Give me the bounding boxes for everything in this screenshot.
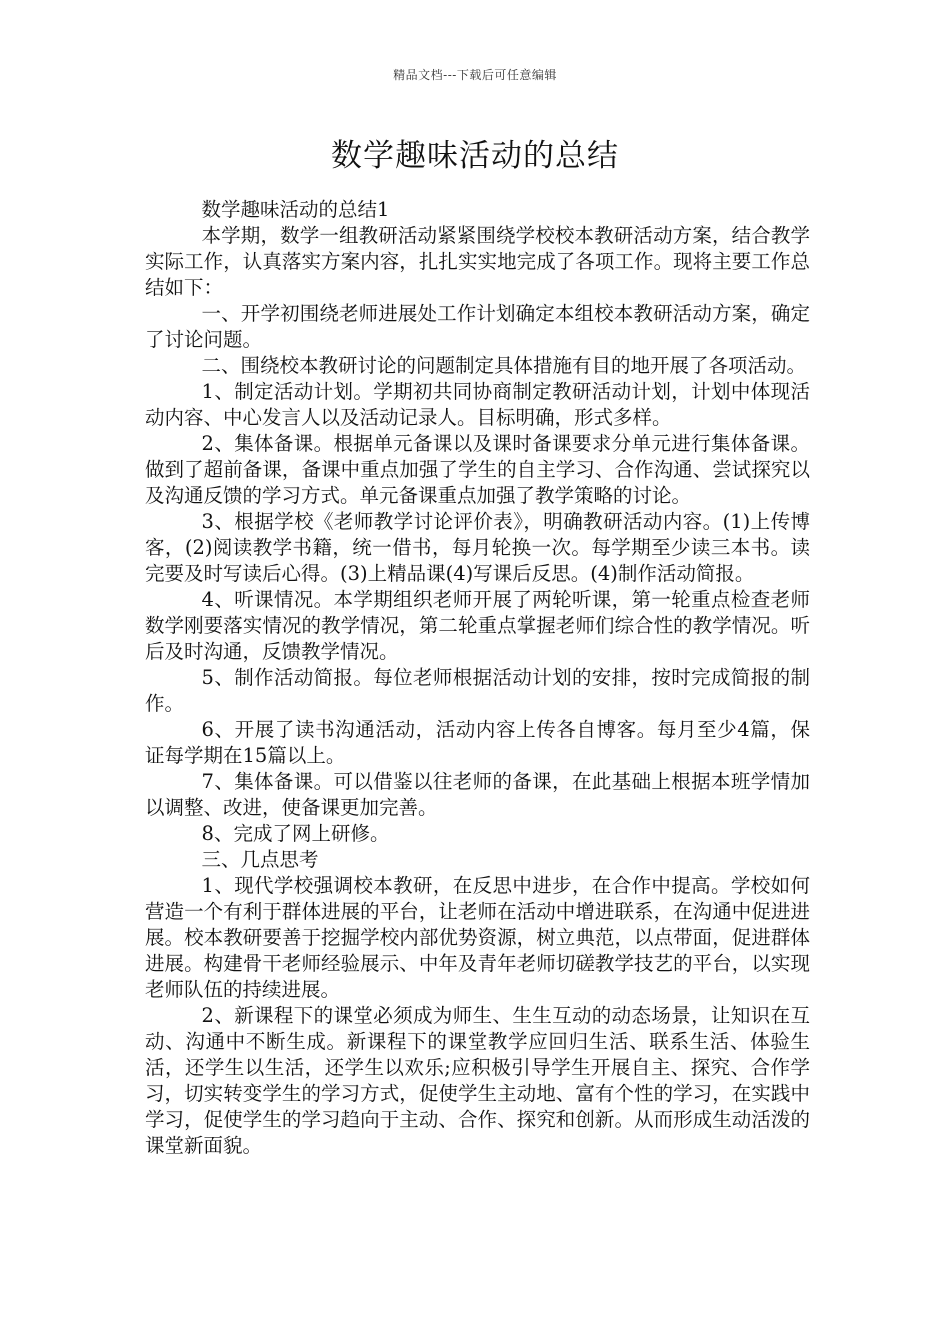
header-note: 精品文档---下载后可任意编辑: [393, 68, 557, 82]
body-paragraph: 7、集体备课。可以借鉴以往老师的备课，在此基础上根据本班学情加以调整、改进，使备课更加完善。: [145, 770, 810, 819]
body-paragraph: 1、现代学校强调校本教研，在反思中进步，在合作中提高。学校如何营造一个有利于群体进展的平台，让老师在活动中增进联系，在沟通中促进进展。校本教研要善于挖掘学校内部优势资源，树立典范，以点带面，促进群体进展。构建骨干老师经验展示、中年及青年老师切磋教学技艺的平台，以实现老师队伍的持续进展。: [145, 874, 810, 1001]
document-title: 数学趣味活动的总结: [331, 138, 619, 174]
subtitle-paragraph: 数学趣味活动的总结1: [201, 198, 390, 221]
body-paragraph: 一、开学初围绕老师进展处工作计划确定本组校本教研活动方案，确定了讨论问题。: [145, 302, 810, 351]
body-paragraph: 1、制定活动计划。学期初共同协商制定教研活动计划，计划中体现活动内容、中心发言人以及活动记录人。目标明确，形式多样。: [145, 380, 810, 429]
section-heading: 三、几点思考: [201, 848, 319, 871]
body-paragraph: 2、集体备课。根据单元备课以及课时备课要求分单元进行集体备课。做到了超前备课，备课中重点加强了学生的自主学习、合作沟通、尝试探究以及沟通反馈的学习方式。单元备课重点加强了教学策略的讨论。: [145, 432, 810, 507]
body-paragraph: 二、围绕校本教研讨论的问题制定具体措施有目的地开展了各项活动。: [201, 354, 807, 377]
body-paragraph: 4、听课情况。本学期组织老师开展了两轮听课，第一轮重点检查老师数学刚要落实情况的教学情况，第二轮重点掌握老师们综合性的教学情况。听后及时沟通，反馈教学情况。: [145, 588, 810, 663]
body-paragraph: 5、制作活动简报。每位老师根据活动计划的安排，按时完成简报的制作。: [145, 666, 810, 715]
document-body: [145, 197, 810, 1159]
body-paragraph: 2、新课程下的课堂必须成为师生、生生互动的动态场景，让知识在互动、沟通中不断生成。新课程下的课堂教学应回归生活、联系生活、体验生活，还学生以生活，还学生以欢乐;应积极引导学生开展自主、探究、合作学习，切实转变学生的学习方式，促使学生主动地、富有个性的学习，在实践中学习，促使学生的学习趋向于主动、合作、探究和创新。从而形成生动活泼的课堂新面貌。: [145, 1004, 810, 1157]
body-paragraph: 6、开展了读书沟通活动，活动内容上传各自博客。每月至少4篇，保证每学期在15篇以上。: [145, 718, 810, 767]
body-paragraph: 3、根据学校《老师教学讨论评价表》，明确教研活动内容。(1)上传博客，(2)阅读教学书籍，统一借书，每月轮换一次。每学期至少读三本书。读完要及时写读后心得。(3)上精品课(4)写课后反思。(4)制作活动简报。: [145, 510, 810, 585]
body-paragraph: 8、完成了网上研修。: [201, 822, 390, 845]
body-paragraph: 本学期，数学一组教研活动紧紧围绕学校校本教研活动方案，结合教学实际工作，认真落实方案内容，扎扎实实地完成了各项工作。现将主要工作总结如下：: [145, 224, 810, 299]
